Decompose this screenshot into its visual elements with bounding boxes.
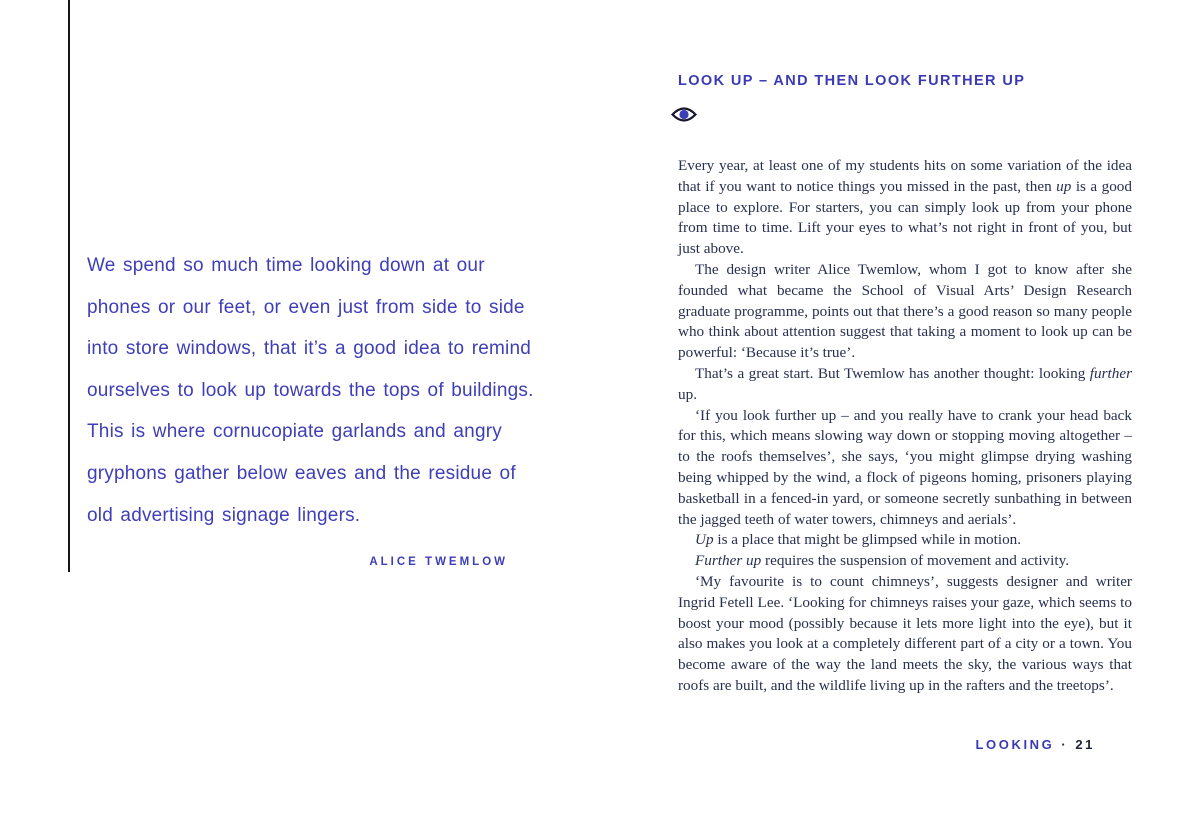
- body-text: [678, 156, 1132, 697]
- quote-line: We spend so much time looking down at our: [87, 255, 485, 276]
- paragraph-segment: That’s a great start. But Twemlow has another thought: looking: [695, 364, 1090, 382]
- paragraph-segment-italic: Further up: [695, 552, 762, 570]
- eye-icon: [671, 106, 697, 123]
- paragraph-segment-italic: further: [1089, 364, 1132, 382]
- quote-line: ourselves to look up towards the tops of buildings.: [87, 379, 534, 401]
- paragraph-segment-italic: up: [1056, 177, 1072, 195]
- paragraph: [678, 551, 1132, 572]
- paragraph-segment: is a place that might be glimpsed while in motion.: [713, 531, 1022, 549]
- chapter-heading: LOOK UP – AND THEN LOOK FURTHER UP: [678, 73, 1026, 89]
- paragraph-segment-italic: Up: [695, 531, 714, 549]
- running-head: LOOKING: [975, 737, 1055, 752]
- quote-line: phones or our feet, or even just from side to side: [87, 296, 525, 318]
- quote-line: old advertising signage lingers.: [87, 504, 361, 526]
- page-number: 21: [1075, 737, 1095, 752]
- right-page: [678, 0, 1132, 814]
- paragraph-segment: requires the suspension of movement and activity.: [761, 552, 1069, 570]
- paragraph: [678, 156, 1132, 260]
- footer-separator: ·: [1061, 737, 1069, 752]
- paragraph-segment: ‘If you look further up – and you really have to crank your head back for this, which means slowing way down or stopping moving altogether – to the roofs themselves’, she says, ‘you might glimpse drying washing being whipped by the wind, a flock of pigeons homing, prisoners playing basketball in a fenced-in yard, or someone secretly sunbathing in between the jagged teeth of water towers, chimneys and aerials’.: [678, 406, 1132, 528]
- quote-line: gryphons gather below eaves and the residue of: [87, 462, 516, 484]
- paragraph-segment: is a good place to explore. For starters, you can simply look up from your phone from time to time. Lift your eyes to what’s not right in front of you, but just above.: [678, 177, 1132, 258]
- paragraph: [678, 572, 1132, 697]
- paragraph-segment: Every year, at least one of my students hits on some variation of the idea that if you want to notice things you missed in the past, then: [678, 157, 1132, 195]
- quote-attribution: ALICE TWEMLOW: [369, 556, 508, 568]
- paragraph-segment: up.: [678, 385, 697, 403]
- paragraph: [678, 530, 1132, 551]
- paragraph: [678, 260, 1132, 364]
- quote-line: into store windows, that it’s a good idea to remind: [87, 338, 531, 360]
- quote-line: This is where cornucopiate garlands and angry: [87, 421, 502, 443]
- paragraph: [678, 406, 1132, 531]
- page-footer: [976, 737, 1095, 752]
- paragraph-segment: The design writer Alice Twemlow, whom I got to know after she founded what became the School of Visual Arts’ Design Research graduate programme, points out that there’s a good reason so many people who think about attention suggest that taking a moment to look up can be powerful: ‘Because it’s true’.: [678, 260, 1132, 362]
- vertical-rule: [68, 0, 70, 572]
- paragraph: [678, 364, 1132, 406]
- paragraph-segment: ‘My favourite is to count chimneys’, suggests designer and writer Ingrid Fetell Lee. ‘Looking for chimneys raises your gaze, which seems to boost your mood (possibly because it lets more light into the eye), but it also makes you look at a completely different part of a city or a town. You become aware of the way the land meets the sky, the various ways that roofs are built, and the wildlife living up in the rafters and the treetops’.: [678, 572, 1132, 694]
- pull-quote: [87, 245, 534, 536]
